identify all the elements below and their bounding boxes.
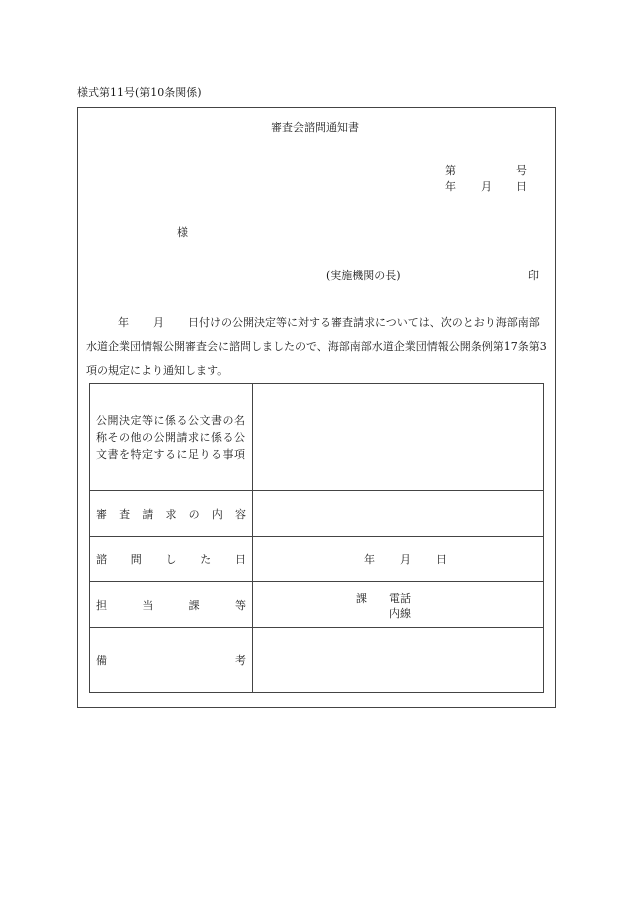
seal-mark: 印 xyxy=(528,269,539,282)
section-label-cell xyxy=(90,582,253,628)
consult-date-label-cell xyxy=(90,537,253,582)
section-extension: 内線 xyxy=(389,607,411,620)
remarks-label: 備 考 xyxy=(96,654,246,667)
document-name-label-cell xyxy=(90,384,253,491)
consult-date-day: 日 xyxy=(436,553,447,566)
section-phone: 電話 xyxy=(389,592,411,605)
notification-body xyxy=(86,311,548,383)
details-table xyxy=(89,383,544,693)
remarks-value-cell xyxy=(253,628,544,693)
consult-date-value-cell xyxy=(253,537,544,582)
document-name-label: 公開決定等に係る公文書の名称その他の公開請求に係る公文書を特定するに足りる事項 xyxy=(96,413,246,461)
document-title: 審査会諮問通知書 xyxy=(271,121,359,134)
number-suffix: 号 xyxy=(516,164,527,177)
request-content-value-cell xyxy=(253,491,544,537)
form-number: 様式第11号(第10条関係) xyxy=(77,86,202,99)
number-prefix: 第 xyxy=(445,164,456,177)
header-date-month: 月 xyxy=(481,180,492,193)
section-label: 担 当 課 等 xyxy=(96,598,246,612)
table-row xyxy=(90,537,544,582)
section-value-cell xyxy=(253,582,544,628)
header-date-year: 年 xyxy=(445,180,456,193)
consult-date-month: 月 xyxy=(400,553,411,566)
document-name-value-cell xyxy=(253,384,544,491)
table-row xyxy=(90,582,544,628)
request-content-label-cell xyxy=(90,491,253,537)
body-date-year: 年 xyxy=(118,316,129,329)
remarks-label-cell xyxy=(90,628,253,693)
table-row xyxy=(90,384,544,491)
table-row xyxy=(90,628,544,693)
addressee-honorific: 様 xyxy=(177,226,188,239)
request-content-label: 審 査 請 求 の 内 容 xyxy=(96,507,246,521)
body-text: 日付けの公開決定等に対する審査請求については、次のとおり海部南部水道企業団情報公開審査会に諮問しましたので、海部南部水道企業団情報公開条例第17条第3項の規定により通知します。 xyxy=(86,316,547,377)
header-date-day: 日 xyxy=(516,180,527,193)
sender-title: (実施機関の長) xyxy=(326,269,401,282)
consult-date-year: 年 xyxy=(364,553,375,566)
section-ka: 課 xyxy=(356,592,367,605)
consult-date-label: 諮 問 し た 日 xyxy=(96,553,246,566)
table-row xyxy=(90,491,544,537)
body-date-month: 月 xyxy=(153,316,164,329)
